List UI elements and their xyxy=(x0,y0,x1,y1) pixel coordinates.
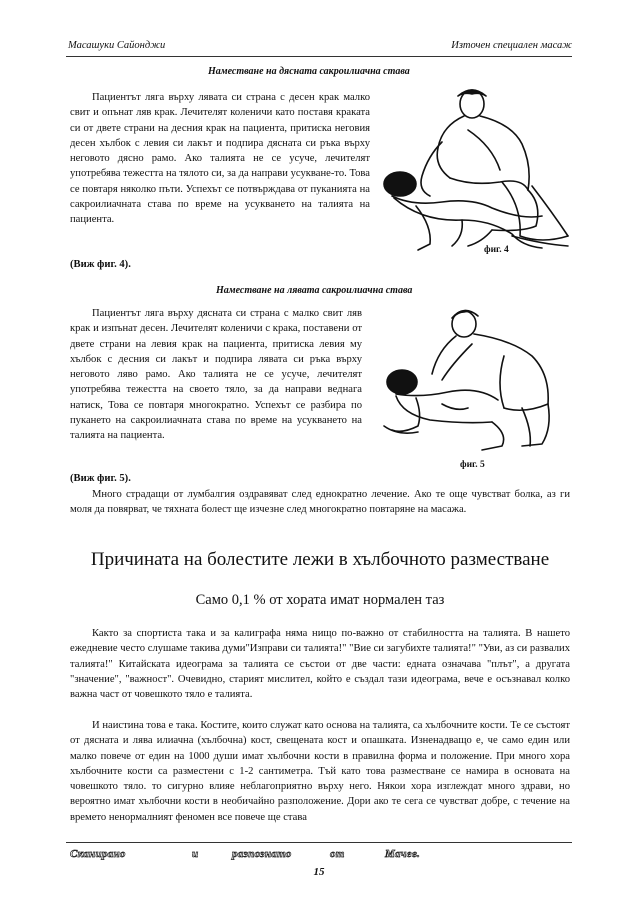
footer-word: от xyxy=(330,848,345,860)
footer-word: Мачев. xyxy=(385,848,421,860)
page-number: 15 xyxy=(313,866,325,878)
footer-word: и xyxy=(192,848,199,860)
footer-word: Сканирано xyxy=(70,848,126,860)
chapter-paragraph-2: И наистина това е така. Костите, които служат като основа на талията, са хълбочните кости. Те се състоят от дясната и лява илиачна (хълбочна) кост, свещената кост и опашката. Изненадващо е, че само един или малко повече от един на 1000 души имат хълбочни кости в правилна форма и положение. При много хора хълбочните кости са разместени с 1-2 сантиметра. Тъй като това разместване се намира в основата на човешкото тяло. то сигурно влияе неблагоприятно върху него. Някои хора изглеждат много здрави, но вероятно имат хълбочни кости в необичайно разположение. Дори ако те сега се чувстват добре, с течение на времето ненормалният феномен все повече ще става xyxy=(70,720,570,823)
header-author: Масашуки Сайонджи xyxy=(68,40,166,51)
figure-5-caption: фиг. 5 xyxy=(460,460,485,470)
chapter-title: Причината на болестите лежи в хълбочното разместване xyxy=(90,549,550,570)
section2-closing-paragraph: Много страдащи от лумбалгия оздравяват след еднократно лечение. Ако те още чувстват болка, аз ги моля да повярват, че тяхната болест ще изчезне след многократно повтаряне на масажа. xyxy=(70,489,570,516)
chapter-subtitle: Само 0,1 % от хората имат нормален таз xyxy=(195,592,445,608)
section2-paragraph: Пациентът ляга върху дясната си страна с малко свит ляв крак и изпънат десен. Лечителят коленичи с крака, поставени от двете страни на левия крак на пациента, притиска левия му хълбок с десния си лакът и подпира лявата си ръка върху неговото ляво рамо. Ако талията не се усуче, лечителят употребява тежестта на своето тяло, за да направи веднага натиск, Това се повтаря многократно. Успехът се разбира по пукането на сакроилиачната става по време на усукването на талията на пациента. xyxy=(70,308,362,442)
section1-see-figure: (Виж фиг. 4). xyxy=(70,259,131,270)
footer-word: разпознато xyxy=(232,848,292,860)
chapter-paragraph-1: Както за спортиста така и за калиграфа няма нищо по-важно от стабилността на талията. В нашето ежедневие често слушаме такива думи"Изправи си талията!" "Вие си загубихте талията!" "Уви, аз си развалих талията!" Китайската идеограма за талията се състои от две части: едната означава "плът", а другата "значение", "важност". Очевидно, старият мислител, който е създал тази идеограма, вече е осъзнавал колко важна част от човешкото тяло е талията. xyxy=(70,628,570,701)
section1-paragraph: Пациентът ляга върху лявата си страна с десен крак малко свит и опънат ляв крак. Лечителят коленичи като поставя краката си от двете страни на десния крак на пациента, притиска неговия десен хълбок с левия си лакът и подпира дясната си ръка върху неговото дясно рамо. Ако талията не се усуче, лечителят употребява тежестта на тялото си, за да направи усукване-то. Това се повтаря няколко пъти. Успехът се потвърждава от пуканията на сакроилиачната става по време на усукването на талията на пациента. xyxy=(70,92,370,226)
header-book-title: Източен специален масаж xyxy=(451,40,572,51)
figure-5-illustration xyxy=(372,304,572,456)
section2-title: Наместване на лявата сакроилиачна става xyxy=(216,285,413,296)
section1-title: Наместване на дясната сакроилиачна става xyxy=(208,66,410,77)
footer-rule xyxy=(66,842,572,843)
header-rule xyxy=(66,56,572,57)
figure-4-illustration xyxy=(372,86,572,258)
section2-see-figure: (Виж фиг. 5). xyxy=(70,473,131,484)
figure-4-caption: фиг. 4 xyxy=(484,245,509,255)
